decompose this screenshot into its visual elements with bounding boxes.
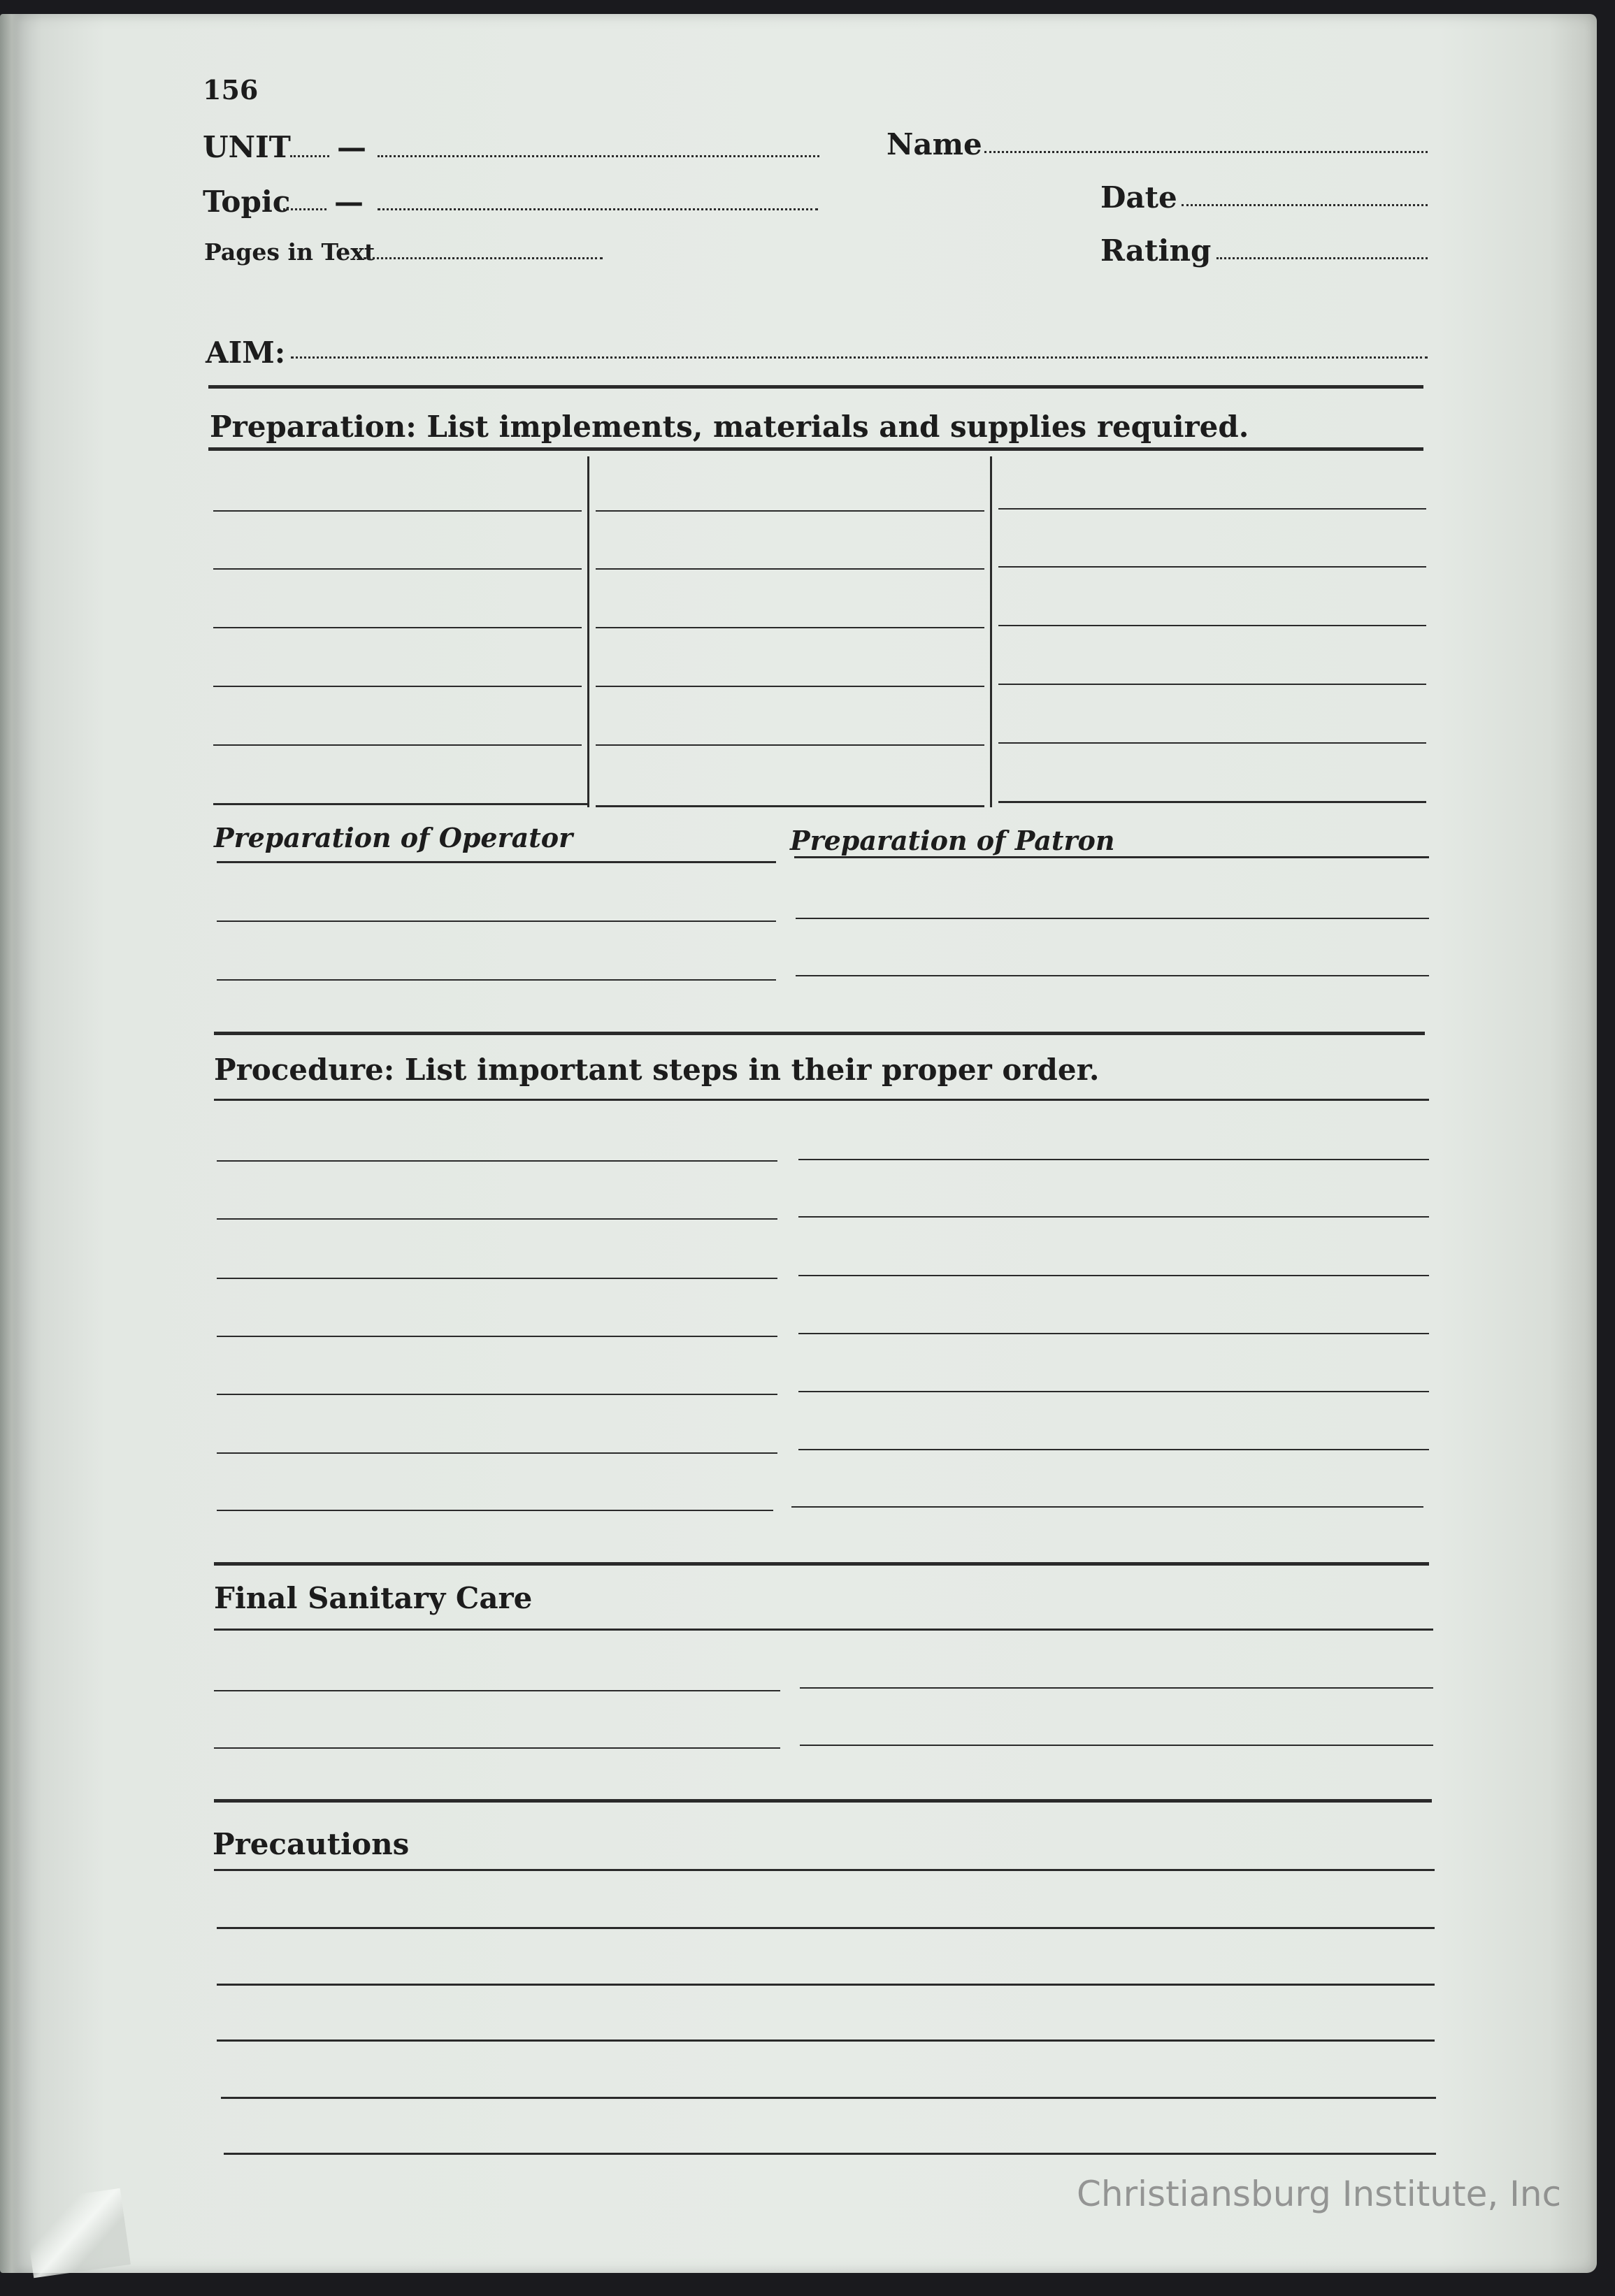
final-sanitary-care-rule [214, 1629, 1433, 1631]
precautions-line[interactable] [217, 1927, 1435, 1929]
procedure-line[interactable] [217, 1160, 777, 1162]
final-sanitary-care-heading: Final Sanitary Care [214, 1581, 533, 1615]
preparation-line[interactable] [213, 568, 582, 570]
procedure-line[interactable] [217, 1218, 777, 1220]
watermark-text: Christiansburg Institute, Inc [1077, 2174, 1562, 2214]
procedure-rule [214, 1099, 1429, 1101]
preparation-column-divider-2 [990, 456, 992, 807]
name-blank[interactable] [984, 151, 1428, 153]
preparation-line[interactable] [213, 744, 582, 746]
name-label: Name [887, 127, 982, 161]
operator-line[interactable] [217, 979, 776, 981]
operator-line[interactable] [217, 861, 776, 863]
aim-label: AIM: [206, 335, 286, 370]
unit-title-blank[interactable] [378, 155, 819, 157]
preparation-line[interactable] [596, 568, 984, 570]
procedure-line[interactable] [798, 1216, 1429, 1218]
procedure-heading: Procedure: List important steps in their proper order. [214, 1053, 1100, 1087]
sanitary-care-line[interactable] [214, 1747, 780, 1749]
sanitary-care-section-rule [214, 1799, 1432, 1803]
book-spine-shadow [0, 14, 20, 2273]
topic-number-blank[interactable] [283, 208, 326, 210]
procedure-line[interactable] [217, 1510, 773, 1511]
topic-title-blank[interactable] [378, 208, 818, 210]
procedure-line[interactable] [217, 1394, 777, 1395]
unit-dash: — [337, 130, 366, 164]
preparation-line[interactable] [596, 805, 984, 807]
aim-blank[interactable] [291, 356, 1428, 359]
date-label: Date [1100, 180, 1177, 215]
preparation-line[interactable] [596, 686, 984, 687]
aim-rule [208, 385, 1423, 389]
preparation-line[interactable] [213, 510, 582, 512]
procedure-line[interactable] [791, 1506, 1423, 1508]
preparation-line[interactable] [213, 627, 582, 628]
procedure-line[interactable] [217, 1278, 777, 1279]
preparation-line[interactable] [998, 684, 1426, 685]
procedure-line[interactable] [217, 1336, 777, 1337]
patron-line[interactable] [796, 918, 1429, 919]
procedure-line[interactable] [798, 1275, 1429, 1276]
topic-label: Topic [203, 185, 291, 219]
rating-label: Rating [1100, 233, 1212, 268]
preparation-line[interactable] [998, 566, 1426, 568]
procedure-section-rule [214, 1562, 1429, 1566]
procedure-line[interactable] [217, 1452, 777, 1454]
preparation-line[interactable] [998, 742, 1426, 744]
procedure-line[interactable] [798, 1159, 1429, 1160]
sanitary-care-line[interactable] [214, 1690, 780, 1691]
preparation-section-rule [214, 1032, 1425, 1035]
patron-line[interactable] [794, 856, 1429, 858]
date-blank[interactable] [1182, 204, 1428, 206]
preparation-line[interactable] [998, 801, 1426, 803]
pages-in-text-blank[interactable] [364, 257, 603, 259]
precautions-line[interactable] [217, 1984, 1435, 1986]
precautions-line[interactable] [224, 2153, 1436, 2155]
procedure-line[interactable] [798, 1391, 1429, 1392]
unit-label: UNIT [203, 130, 291, 164]
operator-line[interactable] [217, 920, 776, 922]
precautions-rule [214, 1869, 1435, 1871]
preparation-line[interactable] [213, 803, 587, 805]
preparation-patron-heading: Preparation of Patron [790, 825, 1115, 856]
unit-number-blank[interactable] [290, 155, 329, 157]
preparation-line[interactable] [596, 627, 984, 628]
pages-in-text-label: Pages in Text [204, 238, 375, 266]
sanitary-care-line[interactable] [800, 1687, 1433, 1689]
precautions-line[interactable] [217, 2039, 1435, 2042]
preparation-line[interactable] [213, 686, 582, 687]
preparation-heading: Preparation: List implements, materials and supplies required. [210, 410, 1249, 444]
precautions-line[interactable] [221, 2097, 1436, 2099]
preparation-operator-heading: Preparation of Operator [214, 822, 573, 853]
sanitary-care-line[interactable] [800, 1745, 1433, 1746]
topic-dash: — [334, 185, 364, 219]
preparation-column-divider-1 [587, 456, 589, 807]
page-number: 156 [203, 74, 259, 106]
preparation-line[interactable] [998, 625, 1426, 626]
preparation-rule [208, 447, 1423, 451]
rating-blank[interactable] [1216, 257, 1428, 259]
preparation-line[interactable] [596, 744, 984, 746]
procedure-line[interactable] [798, 1449, 1429, 1450]
preparation-line[interactable] [596, 510, 984, 512]
patron-line[interactable] [796, 975, 1429, 976]
preparation-line[interactable] [998, 508, 1426, 510]
procedure-line[interactable] [798, 1333, 1429, 1334]
precautions-heading: Precautions [213, 1827, 410, 1861]
page-corner-fold [23, 2188, 131, 2278]
